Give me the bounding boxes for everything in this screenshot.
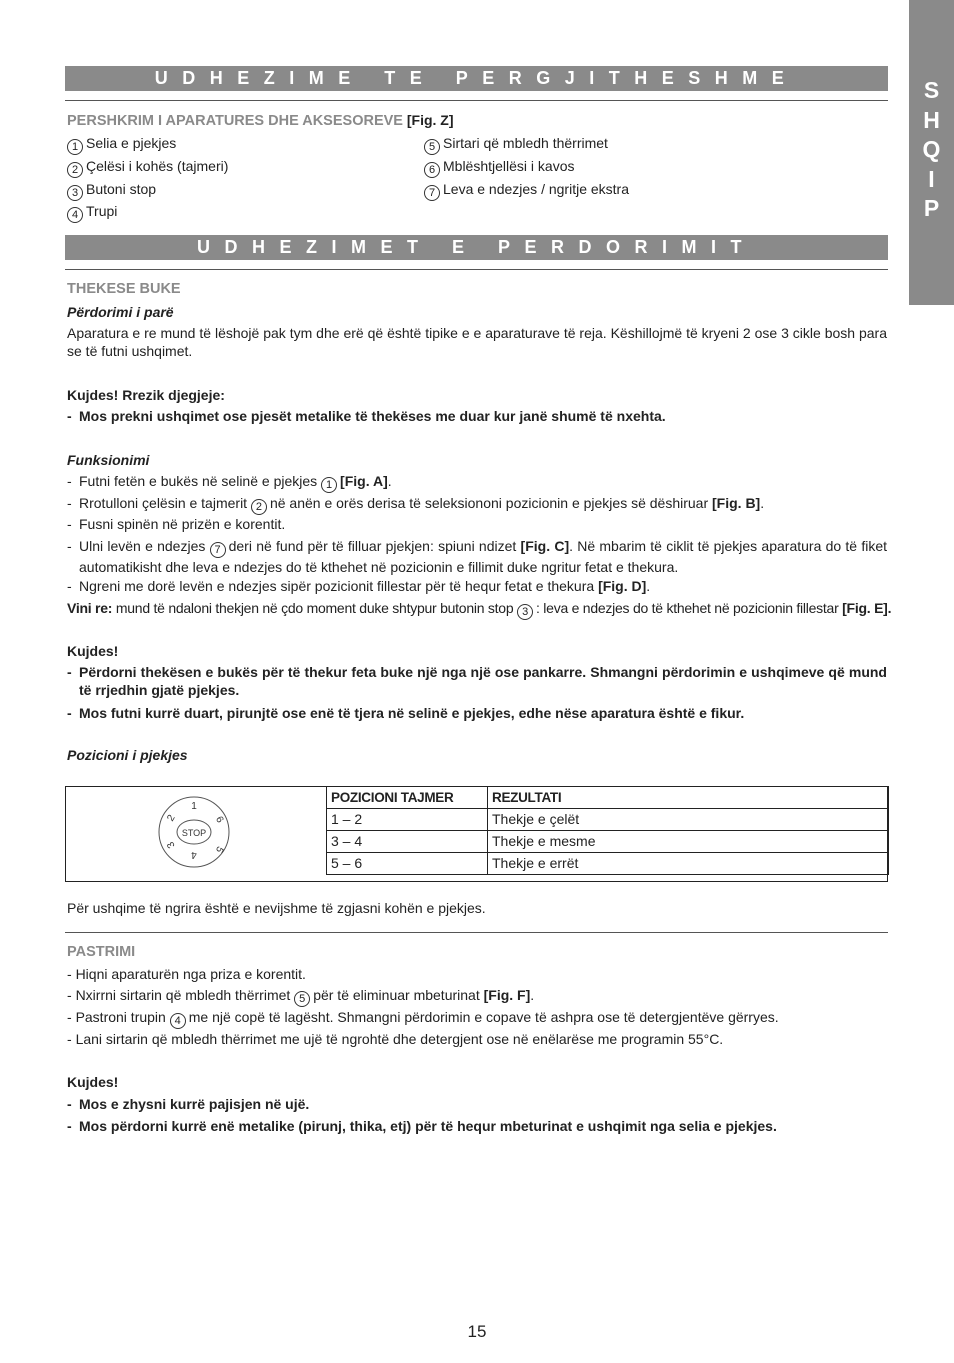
step-text: Rrotulloni çelësin e tajmerit <box>79 495 248 511</box>
position-title: Pozicioni i pjekjes <box>67 747 188 763</box>
language-tab-letters <box>909 76 954 224</box>
note <box>67 599 891 620</box>
part-item <box>424 157 575 178</box>
cleaning-text: Nxirrni sirtarin që mbledh thërrimet <box>75 987 291 1003</box>
cleaning-step: - Lani sirtarin që mbledh thërrimet me ujë të ngrohtë dhe detergjent ose në enëlarëse me programin 55°C. <box>67 1031 724 1047</box>
part-label: Sirtari që mbledh thërrimet <box>443 135 608 151</box>
cleaning-step: - Nxirrni sirtarin që mbledh thërrimet 5 për të eliminuar mbeturinat [Fig. F]. <box>67 987 535 1005</box>
dial-stop-label: STOP <box>181 828 207 838</box>
table-cell: Thekje e mesme <box>488 831 889 853</box>
note-text: mund të ndaloni thekjen në çdo moment duke shtypur butonin stop <box>115 600 514 616</box>
part-label: Çelësi i kohës (tajmeri) <box>86 158 229 174</box>
divider <box>65 269 888 270</box>
number-circle: 1 <box>67 139 83 155</box>
note-text: : leva e ndezjes do të kthehet në pozicionin fillestar <box>536 600 839 616</box>
number-circle: 7 <box>210 542 226 558</box>
first-use-text: Aparatura e re mund të lëshojë pak tym dhe erë që është tipike e e aparaturave të reja. Këshillojmë të kryeni 2 ose 3 cikle bosh para se të futni ushqimet. <box>67 325 887 359</box>
part-item <box>424 180 629 201</box>
part-item <box>67 134 176 155</box>
dial-number: 4 <box>191 849 197 860</box>
warning-title: Kujdes! <box>67 643 119 659</box>
table-row <box>327 831 889 853</box>
timer-dial-icon <box>150 793 240 873</box>
number-circle: 6 <box>424 162 440 178</box>
table-cell: 3 – 4 <box>327 831 488 853</box>
tab-letter: H <box>923 106 940 133</box>
step-item: - Ngreni me dorë levën e ndezjes sipër pozicionit fillestar për të hequr fetat e thekura [Fig. D]. <box>67 578 651 594</box>
step-text: Fusni spinën në prizën e korentit. <box>79 516 286 532</box>
part-item <box>67 202 117 223</box>
fig-ref: [Fig. A] <box>340 473 388 489</box>
warning-text: Mos futni kurrë duart, pirunjtë ose enë të tjera në selinë e pjekjes, edhe nëse aparatura është e fikur. <box>79 705 745 721</box>
table-cell: 1 – 2 <box>327 809 488 831</box>
parts-heading <box>67 111 454 130</box>
part-item <box>424 134 608 155</box>
fig-ref: [Fig. D] <box>598 578 647 594</box>
part-label: Selia e pjekjes <box>86 135 177 151</box>
step-item: - Rrotulloni çelësin e tajmerit 2 në anën e orës derisa të seleksiononi pozicionin e pjekjes së dëshiruar [Fig. B]. <box>67 495 765 513</box>
number-circle: 7 <box>424 185 440 201</box>
cleaning-text: Pastroni trupin <box>75 1009 166 1025</box>
language-tab <box>909 0 954 305</box>
step-text: Ngreni me dorë levën e ndezjes sipër pozicionit fillestar për të hequr fetat e thekura <box>79 578 595 594</box>
cleaning-text: për të eliminuar mbeturinat <box>313 987 480 1003</box>
table-row <box>327 853 889 875</box>
step-text: . Në mbarim të ciklit të pjekjes aparatura do të fiket automatikisht dhe leva e ndezjes do të kthehet në pozicionin e fillimit duke ngritur fetat e thekura. <box>79 538 888 575</box>
step-text: në anën e orës derisa të seleksiononi pozicionin e pjekjes së dëshiruar <box>269 495 709 511</box>
table-cell: Thekje e errët <box>488 853 889 875</box>
tab-letter: P <box>923 195 940 221</box>
section-header-general: UDHEZIME TE PERGJITHESHME <box>65 66 888 91</box>
dial-number: 1 <box>191 801 197 812</box>
warning-item: - Mos përdorni kurrë enë metalike (pirunj, thika, etj) për të hequr mbeturinat e ushqimit nga selia e pjekjes. <box>67 1117 887 1135</box>
cleaning-heading: PASTRIMI <box>67 944 136 960</box>
part-item <box>67 157 228 178</box>
fig-ref: [Fig. C] <box>520 538 570 554</box>
step-text: Ulni levën e ndezjes <box>79 538 206 554</box>
cleaning-text: Lani sirtarin që mbledh thërrimet me ujë të ngrohtë dhe detergjent ose në enëlarëse me programin 55°C. <box>75 1031 724 1047</box>
number-circle: 4 <box>67 207 83 223</box>
table-row <box>327 809 889 831</box>
number-circle: 5 <box>294 991 310 1007</box>
step-text: Futni fetën e bukës në selinë e pjekjes <box>79 473 318 489</box>
section-header-usage: UDHEZIMET E PERDORIMIT <box>65 235 888 260</box>
table-cell: 5 – 6 <box>327 853 488 875</box>
warning-text: Mos përdorni kurrë enë metalike (pirunj, thika, etj) për të hequr mbeturinat e ushqimit nga selia e pjekjes. <box>79 1118 777 1134</box>
timer-position-table <box>326 786 889 875</box>
part-label: Trupi <box>86 203 118 219</box>
fig-ref: [Fig. E]. <box>842 600 892 616</box>
dial-number: 2 <box>165 813 178 824</box>
cleaning-text: Hiqni aparaturën nga priza e korentit. <box>75 966 306 982</box>
fig-ref: [Fig. B] <box>712 495 761 511</box>
tab-letter: I <box>928 165 935 192</box>
dial-number: 5 <box>213 844 226 855</box>
divider <box>65 100 888 101</box>
tab-letter: S <box>923 77 940 103</box>
step-text: deri në fund për të filluar pjekjen: spiuni ndizet <box>228 538 517 554</box>
number-circle: 1 <box>321 477 337 493</box>
frozen-note: Për ushqime të ngrira është e nevijshme të zgjasni kohën e pjekjes. <box>67 900 486 916</box>
number-circle: 2 <box>251 499 267 515</box>
warning-title: Kujdes! <box>67 1074 119 1090</box>
number-circle: 2 <box>67 162 83 178</box>
warning-item: - Mos e zhysni kurrë pajisjen në ujë. <box>67 1095 887 1113</box>
first-use-title: Përdorimi i parë <box>67 304 174 320</box>
number-circle: 3 <box>517 604 533 620</box>
part-label: Butoni stop <box>86 181 157 197</box>
table-header-cell: POZICIONI TAJMER <box>327 787 488 809</box>
parts-heading-ref: [Fig. Z] <box>406 112 454 128</box>
cleaning-step: - Pastroni trupin 4 me një copë të lagësht. Shmangni përdorimin e copave të ashpra ose të detergjentëve gërryes. <box>67 1009 779 1027</box>
warning-item: - Mos prekni ushqimet ose pjesët metalike të thekëses me duar kur janë shumë të nxehta. <box>67 407 887 425</box>
cleaning-text: me një copë të lagësht. Shmangni përdorimin e copave të ashpra ose të detergjentëve gërryes. <box>188 1009 779 1025</box>
dial-number: 6 <box>213 814 226 825</box>
part-label: Mblështjellësi i kavos <box>443 158 575 174</box>
cleaning-text: . <box>530 987 535 1003</box>
divider <box>65 932 888 933</box>
number-circle: 4 <box>170 1013 186 1029</box>
step-text: . <box>646 578 651 594</box>
parts-heading-text: PERSHKRIM I APARATURES DHE AKSESOREVE <box>67 113 403 129</box>
part-item <box>67 180 156 201</box>
warning-item: - Mos futni kurrë duart, pirunjtë ose enë të tjera në selinë e pjekjes, edhe nëse aparatura është e fikur. <box>67 704 887 722</box>
dial-number: 3 <box>165 839 178 850</box>
tab-letter: Q <box>922 136 941 162</box>
warning-text: Mos e zhysni kurrë pajisjen në ujë. <box>79 1096 310 1112</box>
page-number: 15 <box>467 1322 487 1341</box>
cleaning-step: - Hiqni aparaturën nga priza e korentit. <box>67 966 306 982</box>
table-header-cell: REZULTATI <box>488 787 889 809</box>
step-item: - Ulni levën e ndezjes 7 deri në fund për të filluar pjekjen: spiuni ndizet [Fig. C]. Në mbarim të ciklit të pjekjes aparatura do të fiket automatikisht dhe leva e ndezjes do të kthehet në pozicionin e fillimit duke ngritur fetat e thekura. <box>67 538 888 575</box>
warning-item: - Përdorni thekësen e bukës për të thekur feta buke një nga një ose pankarre. Shmangni përdorimin e ushqimeve që mund të rrjedhin gjatë pjekjes. <box>67 664 887 698</box>
part-label: Leva e ndezjes / ngritje ekstra <box>443 181 629 197</box>
number-circle: 3 <box>67 185 83 201</box>
step-item: - Futni fetën e bukës në selinë e pjekjes 1 [Fig. A]. <box>67 473 392 491</box>
toaster-heading: THEKESE BUKE <box>67 281 181 297</box>
step-text: . <box>387 473 392 489</box>
number-circle: 5 <box>424 139 440 155</box>
warning-text: Përdorni thekësen e bukës për të thekur feta buke një nga një ose pankarre. Shmangni përdorimin e ushqimeve që mund të rrjedhin gjatë pjekjes. <box>79 664 887 698</box>
table-cell: Thekje e çelët <box>488 809 889 831</box>
table-header-row <box>327 787 889 809</box>
step-text: . <box>760 495 765 511</box>
fig-ref: [Fig. F] <box>483 987 531 1003</box>
warning-title: Kujdes! Rrezik djegjeje: <box>67 387 225 403</box>
function-title: Funksionimi <box>67 452 150 468</box>
warning-text: Mos prekni ushqimet ose pjesët metalike të thekëses me duar kur janë shumë të nxehta. <box>79 408 666 424</box>
step-item: - Fusni spinën në prizën e korentit. <box>67 515 887 533</box>
note-label: Vini re: <box>67 600 113 616</box>
